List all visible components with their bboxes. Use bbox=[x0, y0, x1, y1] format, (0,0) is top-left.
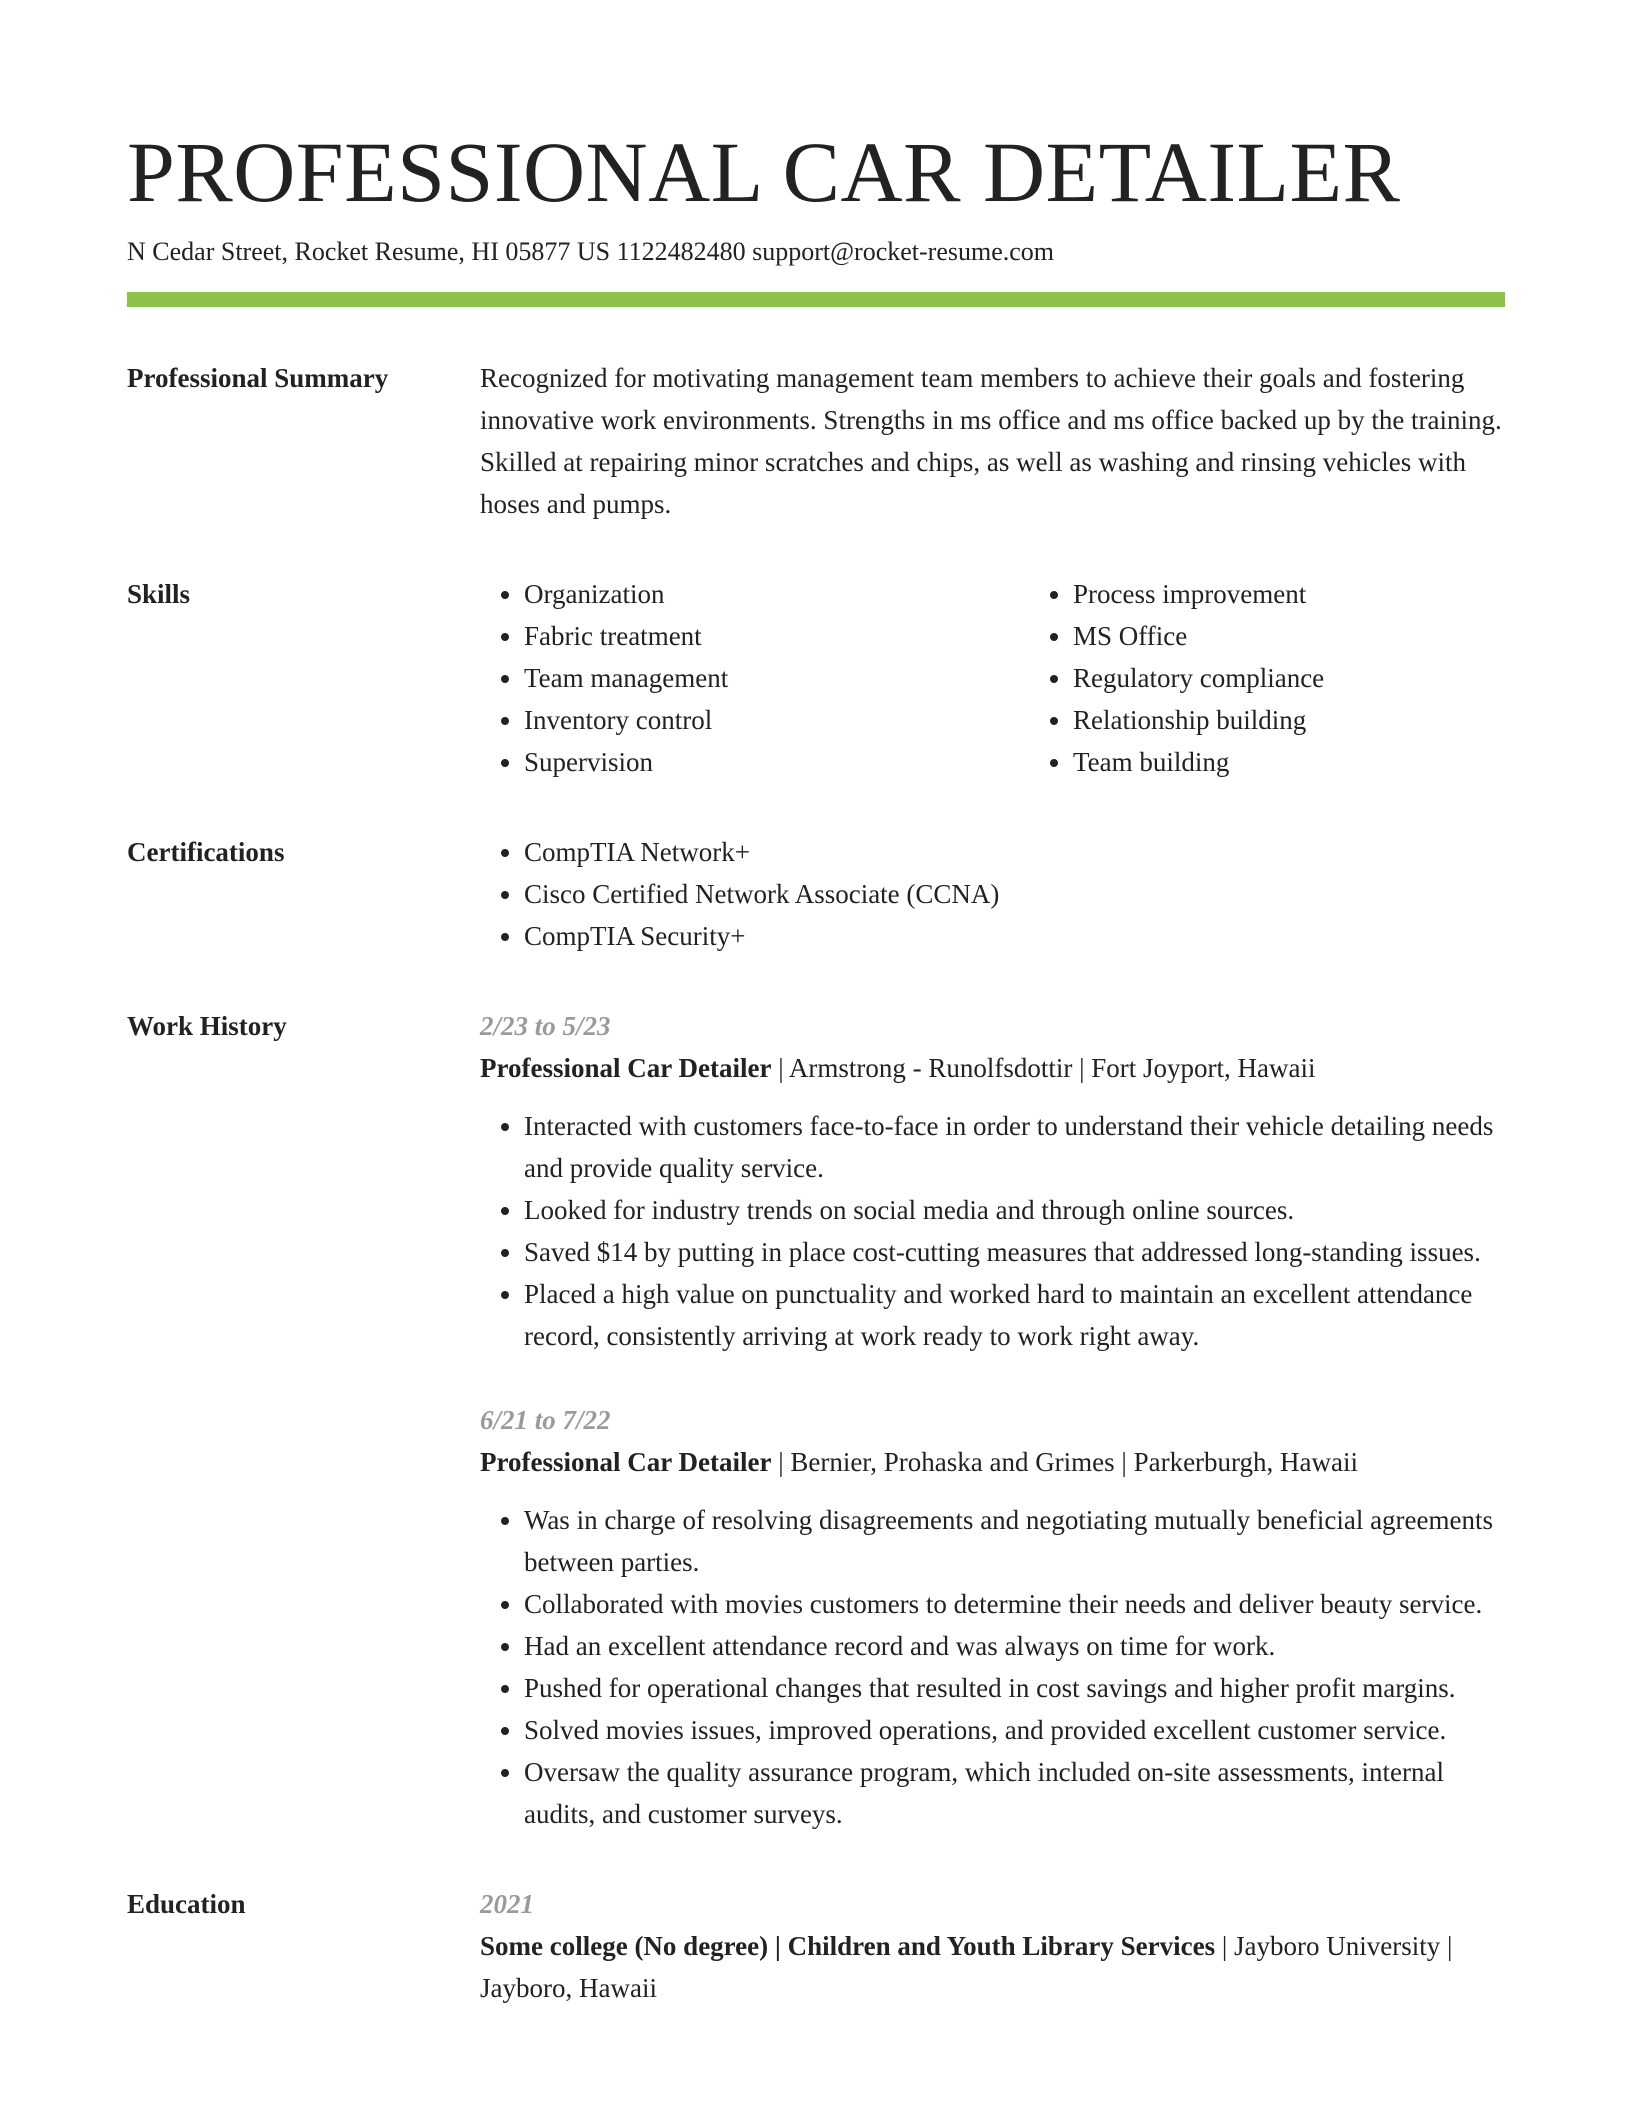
skill-item: • Organization bbox=[524, 573, 1029, 615]
job-bullet: • Oversaw the quality assurance program, which included on-site assessments, internal audits, and customer surveys. bbox=[524, 1751, 1505, 1835]
resume-page bbox=[127, 118, 1505, 2009]
job-bullet: • Pushed for operational changes that resulted in cost savings and higher profit margins. bbox=[524, 1667, 1505, 1709]
certifications-section bbox=[127, 831, 1505, 957]
section-label-summary: Professional Summary bbox=[127, 363, 389, 393]
certifications-body bbox=[480, 831, 1505, 957]
summary-body bbox=[480, 357, 1505, 525]
skill-item: • Team management bbox=[524, 657, 1029, 699]
job-title: Professional Car Detailer bbox=[480, 1447, 772, 1477]
resume-name: PROFESSIONAL CAR DETAILER bbox=[127, 124, 1401, 220]
skills-columns bbox=[480, 573, 1505, 783]
skills-list-left bbox=[480, 573, 1029, 783]
education-heading bbox=[480, 1925, 1505, 2009]
skill-item: • Fabric treatment bbox=[524, 615, 1029, 657]
contact-line: N Cedar Street, Rocket Resume, HI 05877 US 1122482480 support@rocket-resume.com bbox=[127, 237, 1055, 266]
skill-item: • MS Office bbox=[1073, 615, 1324, 657]
education-section bbox=[127, 1883, 1505, 2009]
section-label-skills: Skills bbox=[127, 579, 191, 609]
job-heading bbox=[480, 1047, 1505, 1089]
skill-item: • Supervision bbox=[524, 741, 1029, 783]
accent-divider bbox=[127, 292, 1505, 307]
job-heading bbox=[480, 1441, 1505, 1483]
work-history-body bbox=[480, 1005, 1505, 1835]
skill-item: • Relationship building bbox=[1073, 699, 1324, 741]
certifications-list bbox=[480, 831, 1505, 957]
job-entry bbox=[480, 1005, 1505, 1357]
job-bullet: • Saved $14 by putting in place cost-cutting measures that addressed long-standing issues. bbox=[524, 1231, 1505, 1273]
job-dates: 2/23 to 5/23 bbox=[480, 1011, 611, 1041]
education-school-location: | Jayboro University | Jayboro, Hawaii bbox=[480, 1931, 1453, 2003]
section-label-work-history: Work History bbox=[127, 1011, 287, 1041]
job-bullet: • Had an excellent attendance record and was always on time for work. bbox=[524, 1625, 1505, 1667]
job-employer-location: | Armstrong - Runolfsdottir | Fort Joyport, Hawaii bbox=[771, 1053, 1316, 1083]
job-bullet: • Looked for industry trends on social media and through online sources. bbox=[524, 1189, 1505, 1231]
education-degree: Some college (No degree) | Children and Youth Library Services bbox=[480, 1931, 1216, 1961]
education-body bbox=[480, 1883, 1505, 2009]
job-bullet: • Was in charge of resolving disagreements and negotiating mutually beneficial agreements between parties. bbox=[524, 1499, 1505, 1583]
section-label-education: Education bbox=[127, 1889, 246, 1919]
job-bullets bbox=[480, 1499, 1505, 1835]
job-entry bbox=[480, 1399, 1505, 1835]
job-employer-location: | Bernier, Prohaska and Grimes | Parkerburgh, Hawaii bbox=[771, 1447, 1359, 1477]
skills-body bbox=[480, 573, 1505, 783]
job-bullet: • Placed a high value on punctuality and worked hard to maintain an excellent attendance record, consistently arriving at work ready to work right away. bbox=[524, 1273, 1505, 1357]
skills-section bbox=[127, 573, 1505, 783]
job-bullet: • Collaborated with movies customers to determine their needs and deliver beauty service. bbox=[524, 1583, 1505, 1625]
job-bullet: • Solved movies issues, improved operations, and provided excellent customer service. bbox=[524, 1709, 1505, 1751]
skill-item: • Team building bbox=[1073, 741, 1324, 783]
certification-item: • CompTIA Security+ bbox=[524, 915, 1505, 957]
skills-list-right bbox=[1029, 573, 1324, 783]
skill-item: • Inventory control bbox=[524, 699, 1029, 741]
summary-text: Recognized for motivating management team members to achieve their goals and fostering innovative work environments. Strengths in ms office and ms office backed up by the training. Skilled at repairing minor scratches and chips, as well as washing and rinsing vehicles with hoses and pumps. bbox=[480, 363, 1502, 519]
skill-item: • Process improvement bbox=[1073, 573, 1324, 615]
certification-item: • CompTIA Network+ bbox=[524, 831, 1505, 873]
section-label-certifications: Certifications bbox=[127, 837, 285, 867]
summary-section bbox=[127, 357, 1505, 525]
work-history-section bbox=[127, 1005, 1505, 1835]
job-dates: 6/21 to 7/22 bbox=[480, 1405, 611, 1435]
job-bullets bbox=[480, 1105, 1505, 1357]
certification-item: • Cisco Certified Network Associate (CCNA) bbox=[524, 873, 1505, 915]
job-title: Professional Car Detailer bbox=[480, 1053, 772, 1083]
education-year: 2021 bbox=[480, 1889, 534, 1919]
job-bullet: • Interacted with customers face-to-face in order to understand their vehicle detailing needs and provide quality service. bbox=[524, 1105, 1505, 1189]
skill-item: • Regulatory compliance bbox=[1073, 657, 1324, 699]
